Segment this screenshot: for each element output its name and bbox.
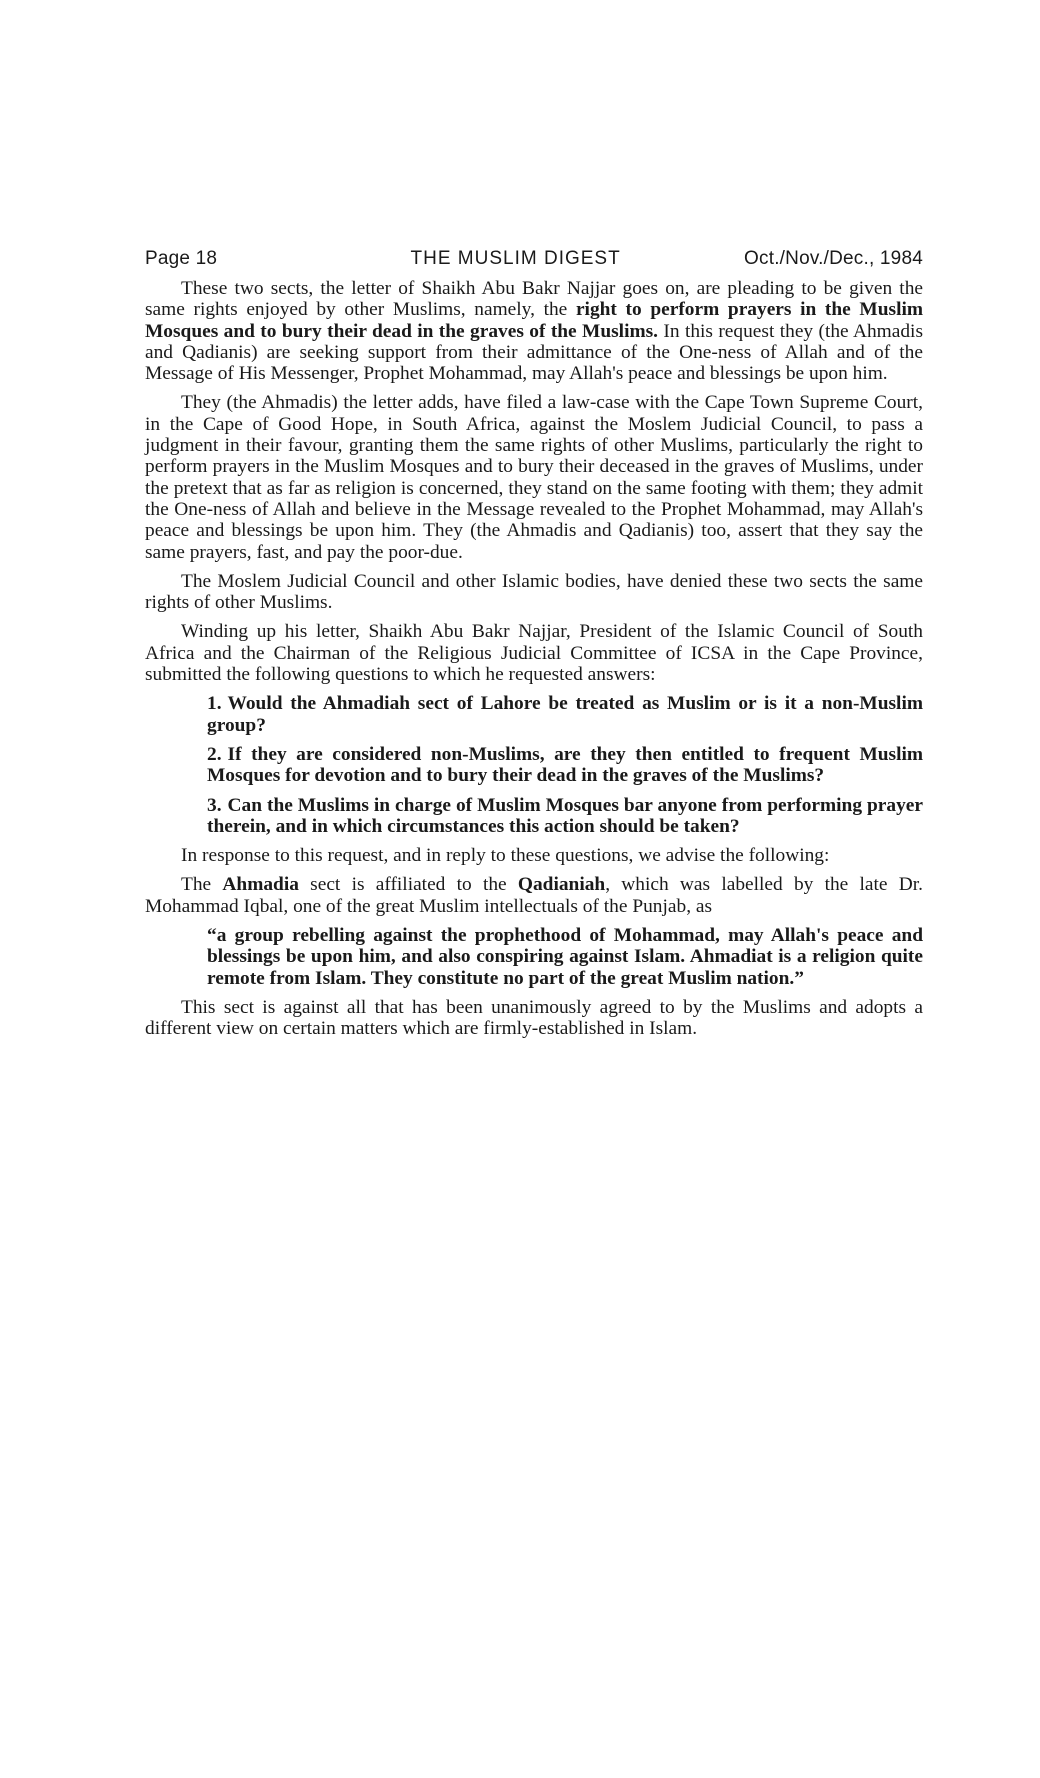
question-text: Can the Muslims in charge of Muslim Mosques bar anyone from performing prayer therein, and in which circumstances this action should be taken? [207,794,923,837]
paragraph-1 [145,278,923,384]
question-list [145,693,923,837]
paragraph-7: This sect is against all that has been unanimously agreed to by the Muslims and adopts a different view on certain matters which are firmly-established in Islam. [145,996,923,1040]
article-body [145,278,923,1040]
iqbal-quote: “a group rebelling against the prophethood of Mohammad, may Allah's peace and blessings be upon him, and also conspiring against Islam. Ahmadiat is a religion quite remote from Islam. They constitute no part of the great Muslim nation.” [207,925,923,989]
publication-title: THE MUSLIM DIGEST [410,248,621,269]
issue-date: Oct./Nov./Dec., 1984 [744,248,923,269]
question-number: 2. [207,743,222,765]
qadianiah-term: Qadianiah [517,874,606,896]
question-text: Would the Ahmadiah sect of Lahore be treated as Muslim or is it a non-Muslim group? [207,693,923,736]
paragraph-6-text-c: sect is affiliated to the [298,874,518,896]
ahmadia-term: Ahmadia [222,874,299,896]
paragraph-5: In response to this request, and in reply to these questions, we advise the following: [181,845,830,867]
question-number: 1. [207,693,222,715]
page-number: Page 18 [145,248,218,269]
paragraph-2: They (the Ahmadis) the letter adds, have filed a law-case with the Cape Town Supreme Court, in the Cape of Good Hope, in South Africa, against the Moslem Judicial Council, to pass a judgment in their favour, granting them the same rights of other Muslims, particularly the right to perform prayers in the Muslim Mosques and to bury their deceased in the graves of Muslims, under the pretext that as far as religion is concerned, they stand on the same footing with them; they admit the One-ness of Allah and believe in the Message revealed to the Prophet Mohammad, may Allah's peace and blessings be upon him. They (the Ahmadis and Qadianis) too, assert that they say the same prayers, fast, and pay the poor-due. [145,392,923,563]
question-item [207,744,923,787]
question-item [207,693,923,736]
question-text: If they are considered non-Muslims, are they then entitled to frequent Muslim Mosques for devotion and to bury their dead in the graves of the Muslims? [207,743,923,787]
paragraph-4: Winding up his letter, Shaikh Abu Bakr Najjar, President of the Islamic Council of South Africa and the Chairman of the Religious Judicial Committee of ICSA in the Cape Province, submitted the following questions to which he requested answers: [145,621,923,686]
running-header [145,248,923,270]
question-number: 3. [207,794,222,816]
paragraph-1-text-c: In this request they (the Ahmadis and Qadianis) are seeking support from their admittance of the One-ness of Allah and of the Message of His Messenger, Prophet Mohammad, may Allah's peace and blessings be upon him. [145,320,923,385]
paragraph-1-emphasis: right to perform prayers in the Muslim Mosques and to bury their dead in the graves of the Muslims. [145,299,923,342]
page [145,248,923,1048]
paragraph-6 [145,874,923,917]
paragraph-6-text-a: The [181,874,223,896]
question-item [207,795,923,838]
paragraph-6-text-e: , which was labelled by the late Dr. Mohammad Iqbal, one of the great Muslim intellectuals of the Punjab, as [145,874,923,917]
paragraph-1-text-a: These two sects, the letter of Shaikh Abu Bakr Najjar goes on, are pleading to be given the same rights enjoyed by other Muslims, namely, the [145,278,923,321]
paragraph-3: The Moslem Judicial Council and other Islamic bodies, have denied these two sects the same rights of other Muslims. [145,570,923,614]
